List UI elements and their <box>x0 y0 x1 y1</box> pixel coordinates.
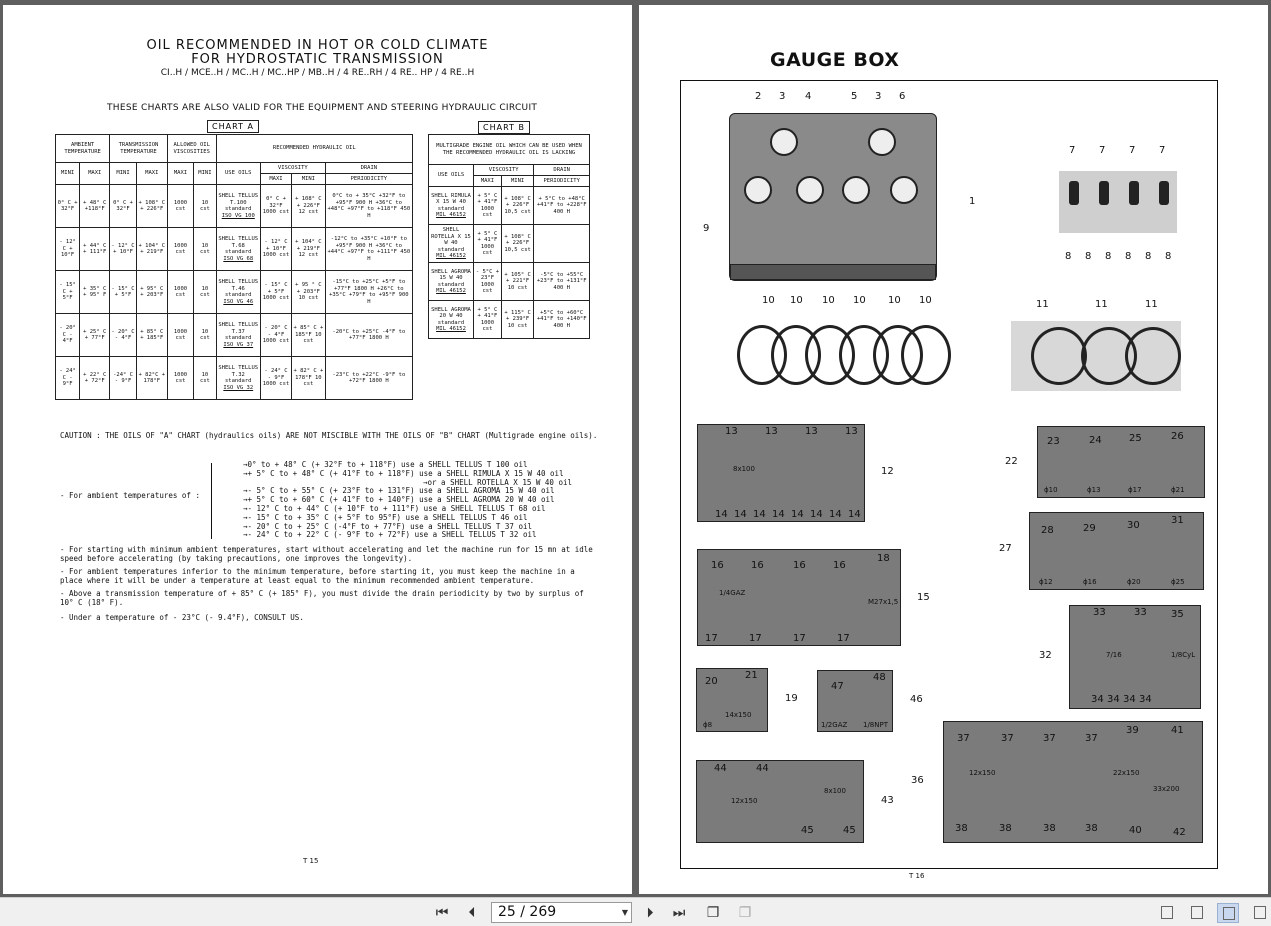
cell: 10 cst <box>194 228 216 271</box>
fitting-icon <box>1099 181 1109 205</box>
callout-25: 25 <box>1129 433 1142 444</box>
callout-37: 37 <box>1085 733 1098 744</box>
hdr-drain: DRAIN <box>325 163 412 174</box>
oil-standard: ISO VG 32 <box>223 384 254 391</box>
cell <box>534 225 590 263</box>
gauge-icon <box>842 176 870 204</box>
previous-page-icon[interactable]: ⏴ <box>468 905 476 921</box>
oil-name: SHELL TELLUS T.32 standard <box>218 365 259 384</box>
cell: + 108° C + 226°F 10,5 cst <box>501 187 533 225</box>
callout-14: 14 <box>715 509 728 520</box>
cell-oil <box>429 263 474 301</box>
dim-phi12: ϕ12 <box>1039 578 1053 586</box>
cell-oil <box>216 271 260 314</box>
page-t16 <box>639 5 1268 894</box>
hdr-viscosity: VISCOSITY <box>260 163 325 174</box>
callout-38: 38 <box>1043 823 1056 834</box>
oil-standard: ISO VG 37 <box>223 341 254 348</box>
hdr-drain: DRAIN <box>534 165 590 176</box>
caution-note: CAUTION : THE OILS OF "A" CHART (hydraulics oils) ARE NOT MISCIBLE WITH THE OILS OF "B" CHART (Multigrade engine oils). <box>60 431 598 440</box>
cell: + 5° C + 41°F 1000 cst <box>474 225 502 263</box>
cell: 10 cst <box>194 271 216 314</box>
callout-30: 30 <box>1127 520 1140 531</box>
chart-b-label: CHART B <box>478 121 530 134</box>
callout-11: 11 <box>1145 299 1158 310</box>
cell: - 15° C + 5°F 1000 cst <box>260 271 291 314</box>
cell: + 5° C + 41°F 1000 cst <box>474 187 502 225</box>
cell: - 12° C + 10°F 1000 cst <box>260 228 291 271</box>
cell: 0°C to + 35°C +32°F to +95°F 900 H +36°C to +48°C +97°F to +118°F 450 H <box>325 185 412 228</box>
hdr-maxi: MAXI <box>80 163 110 185</box>
chart-b-header: MULTIGRADE ENGINE OIL WHICH CAN BE USED WHEN THE RECOMMENDED HYDRAULIC OIL IS LACKING <box>429 135 590 165</box>
callout-17: 17 <box>793 633 806 644</box>
hdr-mini: MINI <box>56 163 80 185</box>
facing-view-icon[interactable] <box>1217 903 1239 923</box>
header-allowed: ALLOWED OIL VISCOSITIES <box>167 135 216 163</box>
callout-37: 37 <box>957 733 970 744</box>
callout-23: 23 <box>1047 436 1060 447</box>
page-number: T 16 <box>909 872 925 880</box>
callout-11: 11 <box>1036 299 1049 310</box>
cell: + 104° C + 219°F 12 cst <box>292 228 326 271</box>
oil-name: SHELL RIMULA X 15 W 40 standard <box>431 192 471 212</box>
cell: + 104° C + 219°F <box>136 228 167 271</box>
chart-a-row <box>56 228 413 271</box>
callout-7: 7 <box>1099 145 1106 156</box>
cell: -15°C to +25°C +5°F to +77°F 1800 H +26°C to +35°C +79°F to +95°F 900 H <box>325 271 412 314</box>
hdr-mini: MINI <box>501 176 533 187</box>
callout-10: 10 <box>853 295 866 306</box>
callout-43: 43 <box>881 795 894 806</box>
chart-a-row <box>56 357 413 400</box>
chart-a-table <box>55 134 413 400</box>
callout-44: 44 <box>714 763 727 774</box>
note-item: - Above a transmission temperature of + 85° C (+ 185° F), you must divide the drain periodicity by two by surplus of 10° C (18° F). <box>60 589 584 607</box>
callout-34: 34 <box>1139 694 1152 705</box>
hdr-maxi: MAXI <box>167 163 193 185</box>
cell: + 95 ° C + 203°F 10 cst <box>292 271 326 314</box>
cell: 1000 cst <box>167 357 193 400</box>
callout-28: 28 <box>1041 525 1054 536</box>
cell: +5°C to +60°C +41°F to +140°F 400 H <box>534 301 590 339</box>
cell: 1000 cst <box>167 271 193 314</box>
hdr-viscosity: VISCOSITY <box>474 165 534 176</box>
page-number: T 15 <box>303 857 319 865</box>
dim-12x150: 12x150 <box>969 769 996 777</box>
cell-oil <box>216 357 260 400</box>
continuous-facing-view-icon[interactable] <box>1249 903 1271 923</box>
kit-12-image <box>697 424 865 522</box>
hose-icon <box>1031 327 1087 385</box>
oil-standard: MIL 46152 <box>436 288 466 294</box>
dim-phi16: ϕ16 <box>1083 578 1097 586</box>
cell-oil <box>216 185 260 228</box>
cell: - 15° C + 5°F <box>56 271 80 314</box>
callout-45: 45 <box>843 825 856 836</box>
callout-34: 34 <box>1107 694 1120 705</box>
callout-42: 42 <box>1173 827 1186 838</box>
dim-phi17: ϕ17 <box>1128 486 1142 494</box>
dim-phi25: ϕ25 <box>1171 578 1185 586</box>
gauge-icon <box>890 176 918 204</box>
hdr-maxi: MAXI <box>260 174 291 185</box>
oil-title-line2: FOR HYDROSTATIC TRANSMISSION <box>191 52 444 67</box>
callout-16: 16 <box>793 560 806 571</box>
fittings-7-image <box>1059 171 1177 233</box>
viewer-toolbar <box>0 897 1271 926</box>
dim-14x150: 14x150 <box>725 711 752 719</box>
cell: + 5° C + 41°F 1000 cst <box>474 301 502 339</box>
callout-47: 47 <box>831 681 844 692</box>
oil-name: SHELL ROTELLA X 15 W 40 standard <box>431 227 471 253</box>
ambient-list <box>243 461 572 540</box>
cell: 1000 cst <box>167 314 193 357</box>
callout-14: 14 <box>734 509 747 520</box>
chevron-down-icon[interactable]: ▼ <box>621 908 628 917</box>
cell: 0° C + 32°F <box>56 185 80 228</box>
continuous-view-icon[interactable] <box>1186 903 1208 923</box>
callout-37: 37 <box>1043 733 1056 744</box>
callout-1: 1 <box>969 196 976 207</box>
oil-standard: ISO VG 46 <box>223 298 254 305</box>
cell: + 5°C to +48°C +41°F to +228°F 400 H <box>534 187 590 225</box>
gauge-icon <box>796 176 824 204</box>
dim-phi13: ϕ13 <box>1087 486 1101 494</box>
callout-17: 17 <box>705 633 718 644</box>
callout-17: 17 <box>837 633 850 644</box>
fitting-icon <box>1159 181 1169 205</box>
cell: + 105° C + 221°F 10 cst <box>501 263 533 301</box>
callout-13: 13 <box>845 426 858 437</box>
validity-note: THESE CHARTS ARE ALSO VALID FOR THE EQUIPMENT AND STEERING HYDRAULIC CIRCUIT <box>107 103 538 113</box>
callout-21: 21 <box>745 670 758 681</box>
hose-icon <box>1125 327 1181 385</box>
cell: -5°C to +55°C +23°F to +131°F 400 H <box>534 263 590 301</box>
callout-39: 39 <box>1126 725 1139 736</box>
cell: 0° C + 32°F <box>110 185 137 228</box>
oil-standard: MIL 46152 <box>436 212 466 218</box>
callout-10: 10 <box>762 295 775 306</box>
callout-40: 40 <box>1129 825 1142 836</box>
cell: + 82° C + 178°F 10 cst <box>292 357 326 400</box>
callout-8: 8 <box>1125 251 1132 262</box>
cell: + 108° C + 226°F 12 cst <box>292 185 326 228</box>
chart-a-row <box>56 271 413 314</box>
cell: - 20° C - 4°F 1000 cst <box>260 314 291 357</box>
facing-view-glyph <box>1223 907 1235 920</box>
cell: 10 cst <box>194 357 216 400</box>
hdr-mini: MINI <box>194 163 216 185</box>
continuous-facing-view-glyph <box>1254 906 1266 919</box>
callout-16: 16 <box>833 560 846 571</box>
callout-14: 14 <box>848 509 861 520</box>
callout-4: 4 <box>805 91 812 102</box>
cell: -12°C to +35°C +10°F to +95°F 900 H +36°C to +44°C +97°F to +111°F 450 H <box>325 228 412 271</box>
callout-8: 8 <box>1165 251 1172 262</box>
callout-33: 33 <box>1093 607 1106 618</box>
ambient-item: → 0° to + 48° C (+ 32°F to + 118°F) use a SHELL TELLUS T 100 oil <box>243 461 572 470</box>
continuous-view-glyph <box>1191 906 1203 919</box>
dim-8x100: 8x100 <box>733 465 755 473</box>
cell: + 44° C + 111°F <box>80 228 110 271</box>
cell: - 12° C + 10°F <box>56 228 80 271</box>
callout-36: 36 <box>911 775 924 786</box>
cell-oil <box>216 228 260 271</box>
gauge-box-title: GAUGE BOX <box>770 49 900 71</box>
hose-icon <box>901 325 951 385</box>
cell-oil <box>429 225 474 263</box>
callout-14: 14 <box>810 509 823 520</box>
callout-7: 7 <box>1129 145 1136 156</box>
oil-title <box>3 39 632 67</box>
gauge-case-image <box>729 113 937 281</box>
hdr-maxi: MAXI <box>136 163 167 185</box>
note-item: - For starting with minimum ambient temperatures, start without accelerating and let the machine run for 15 mn at idle speed before accelerating (by taking precautions, one improves the longevity). <box>60 545 593 563</box>
callout-14: 14 <box>772 509 785 520</box>
ambient-label: - For ambient temperatures of : <box>60 491 200 500</box>
dim-8x100: 8x100 <box>824 787 846 795</box>
cell: + 85° C + 185°F 10 cst <box>292 314 326 357</box>
page-t15 <box>3 5 632 894</box>
dim-7-16: 7/16 <box>1106 651 1122 659</box>
oil-name: SHELL AGROMA 15 W 40 standard <box>431 268 471 288</box>
callout-34: 34 <box>1091 694 1104 705</box>
ambient-item: → - 15° C to + 35° C (+ 5°F to 95°F) use a SHELL TELLUS T 46 oil <box>243 514 572 523</box>
dim-12x150: 12x150 <box>731 797 758 805</box>
callout-16: 16 <box>711 560 724 571</box>
ambient-item: → - 12° C to + 44° C (+ 10°F to + 111°F) use a SHELL TELLUS T 68 oil <box>243 505 572 514</box>
callout-27: 27 <box>999 543 1012 554</box>
cell: + 108° C + 226°F 10,5 cst <box>501 225 533 263</box>
oil-standard: ISO VG 68 <box>223 255 254 262</box>
callout-9: 9 <box>703 223 710 234</box>
oil-standard: ISO VG 100 <box>221 212 255 219</box>
dim-phi21: ϕ21 <box>1171 486 1185 494</box>
callout-45: 45 <box>801 825 814 836</box>
callout-38: 38 <box>955 823 968 834</box>
callout-17: 17 <box>749 633 762 644</box>
cell: 1000 cst <box>167 228 193 271</box>
callout-15: 15 <box>917 592 930 603</box>
cell-oil <box>429 301 474 339</box>
callout-6: 6 <box>899 91 906 102</box>
single-page-view-glyph <box>1161 906 1173 919</box>
chart-a-row <box>56 314 413 357</box>
callout-7: 7 <box>1069 145 1076 156</box>
page-number-value: 25 / 269 <box>498 904 557 920</box>
chart-a-label: CHART A <box>207 120 259 133</box>
oil-name: SHELL TELLUS T.68 standard <box>218 236 259 255</box>
callout-48: 48 <box>873 672 886 683</box>
callout-19: 19 <box>785 693 798 704</box>
callout-38: 38 <box>999 823 1012 834</box>
callout-33: 33 <box>1134 607 1147 618</box>
header-ambient: AMBIENT TEMPERATURE <box>56 135 110 163</box>
hdr-use-oils: USE OILS <box>429 165 474 187</box>
header-transmission: TRANSMISSION TEMPERATURE <box>110 135 168 163</box>
callout-13: 13 <box>725 426 738 437</box>
cell: + 22° C + 72°F <box>80 357 110 400</box>
ambient-brace <box>211 463 241 539</box>
callout-3: 3 <box>779 91 786 102</box>
callout-24: 24 <box>1089 435 1102 446</box>
cell: -23°C to +22°C -9°F to +72°F 1800 H <box>325 357 412 400</box>
cell: - 24° C - 9°F 1000 cst <box>260 357 291 400</box>
cell: - 24° C - 9°F <box>56 357 80 400</box>
oil-standard: MIL 46152 <box>436 253 466 260</box>
callout-10: 10 <box>790 295 803 306</box>
cell-oil <box>429 187 474 225</box>
notes-list <box>60 545 600 626</box>
gauge-icon <box>770 128 798 156</box>
kit-36-image <box>943 721 1203 843</box>
callout-8: 8 <box>1085 251 1092 262</box>
note-item: - Under a temperature of - 23°C (- 9.4°F), CONSULT US. <box>60 613 304 622</box>
next-page-icon[interactable]: ⏵ <box>646 905 654 921</box>
hdr-periodicity: PERIODICITY <box>325 174 412 185</box>
callout-14: 14 <box>791 509 804 520</box>
cell: - 5°C + 23°F 1000 cst <box>474 263 502 301</box>
callout-20: 20 <box>705 676 718 687</box>
fitting-icon <box>1069 181 1079 205</box>
callout-7: 7 <box>1159 145 1166 156</box>
dim-m27: M27x1,5 <box>868 598 899 606</box>
cell: + 35° C + 95° F <box>80 271 110 314</box>
ambient-item: → - 20° C to + 25° C (-4°F to + 77°F) use a SHELL TELLUS T 37 oil <box>243 523 572 532</box>
callout-8: 8 <box>1065 251 1072 262</box>
callout-32: 32 <box>1039 650 1052 661</box>
hdr-use-oils: USE OILS <box>216 163 260 185</box>
cell: + 82°C + 178°F <box>136 357 167 400</box>
cell: - 20° C - 4°F <box>110 314 137 357</box>
callout-12: 12 <box>881 466 894 477</box>
oil-name: SHELL TELLUS T.46 standard <box>218 279 259 298</box>
callout-46: 46 <box>910 694 923 705</box>
ambient-item: → - 24° C to + 22° C (- 9°F to + 72°F) use a SHELL TELLUS T 32 oil <box>243 531 572 540</box>
cell: + 25° C + 77°F <box>80 314 110 357</box>
dim-phi8: ϕ8 <box>703 721 713 729</box>
callout-13: 13 <box>765 426 778 437</box>
callout-10: 10 <box>919 295 932 306</box>
chart-b-row <box>429 187 590 225</box>
dim-1-2gaz: 1/2GAZ <box>821 721 848 729</box>
cell-oil <box>216 314 260 357</box>
callout-22: 22 <box>1005 456 1018 467</box>
callout-26: 26 <box>1171 431 1184 442</box>
oil-name: SHELL TELLUS T.100 standard <box>218 193 259 212</box>
callout-41: 41 <box>1171 725 1184 736</box>
cell: + 48° C +118°F <box>80 185 110 228</box>
model-list: CI..H / MCE..H / MC..H / MC..HP / MB..H / 4 RE..RH / 4 RE.. HP / 4 RE..H <box>160 68 475 78</box>
hdr-mini: MINI <box>110 163 137 185</box>
cell: - 12° C + 10°F <box>110 228 137 271</box>
cell: + 95° C + 203°F <box>136 271 167 314</box>
cell: 1000 cst <box>167 185 193 228</box>
oil-standard: MIL 46152 <box>436 326 466 332</box>
hdr-periodicity: PERIODICITY <box>534 176 590 187</box>
oil-name: SHELL AGROMA 20 W 40 standard <box>431 306 471 326</box>
ambient-item: → + 5° C to + 60° C (+ 41°F to + 140°F) use a SHELL AGROMA 20 W 40 oil <box>243 496 572 505</box>
oil-name: SHELL TELLUS T.37 standard <box>218 322 259 341</box>
cell: + 85° C + 185°F <box>136 314 167 357</box>
callout-3: 3 <box>875 91 882 102</box>
callout-29: 29 <box>1083 523 1096 534</box>
cell: 0° C + 32°F 1000 cst <box>260 185 291 228</box>
gauge-icon <box>744 176 772 204</box>
callout-18: 18 <box>877 553 890 564</box>
callout-35: 35 <box>1171 609 1184 620</box>
ambient-item: → + 5° C to + 48° C (+ 41°F to + 118°F) use a SHELL RIMULA X 15 W 40 oil <box>243 470 572 479</box>
cell: - 20° C - 4°F <box>56 314 80 357</box>
dim-1-8npt: 1/8NPT <box>863 721 888 729</box>
first-page-icon[interactable]: ⏮ <box>435 905 449 921</box>
fit-page-icon[interactable]: ❐ <box>738 905 752 921</box>
dim-33x200: 33x200 <box>1153 785 1180 793</box>
hdr-mini: MINI <box>292 174 326 185</box>
cell: + 115° C + 239°F 10 cst <box>501 301 533 339</box>
parts-frame <box>680 80 1218 869</box>
header-recommended: RECOMMENDED HYDRAULIC OIL <box>216 135 412 163</box>
chart-b-row <box>429 301 590 339</box>
callout-16: 16 <box>751 560 764 571</box>
ambient-item: → or a SHELL ROTELLA X 15 W 40 oil <box>243 479 572 488</box>
dim-22x150: 22x150 <box>1113 769 1140 777</box>
fitting-icon <box>1129 181 1139 205</box>
case-handle <box>730 264 936 280</box>
callout-2: 2 <box>755 91 762 102</box>
dim-1-4gaz: 1/4GAZ <box>719 589 746 597</box>
chart-b-row <box>429 263 590 301</box>
oil-title-line1: OIL RECOMMENDED IN HOT OR COLD CLIMATE <box>146 38 489 53</box>
hdr-maxi: MAXI <box>474 176 502 187</box>
chart-b-row <box>429 225 590 263</box>
callout-11: 11 <box>1095 299 1108 310</box>
rotate-icon[interactable]: ❐ <box>706 905 720 921</box>
note-item: - For ambient temperatures inferior to the minimum temperature, before starting it, you must keep the machine in a place where it will be under a temperature at least equal to the minimum recommended ambient temperature. <box>60 567 575 585</box>
callout-37: 37 <box>1001 733 1014 744</box>
cell: + 108° C + 226°F <box>136 185 167 228</box>
single-page-view-icon[interactable] <box>1156 903 1178 923</box>
chart-b-table <box>428 134 590 339</box>
callout-10: 10 <box>888 295 901 306</box>
callout-31: 31 <box>1171 515 1184 526</box>
chart-a-row <box>56 185 413 228</box>
callout-5: 5 <box>851 91 858 102</box>
callout-14: 14 <box>753 509 766 520</box>
callout-8: 8 <box>1145 251 1152 262</box>
callout-14: 14 <box>829 509 842 520</box>
callout-34: 34 <box>1123 694 1136 705</box>
cell: - 15° C + 5°F <box>110 271 137 314</box>
ambient-item: → - 5° C to + 55° C (+ 23°F to + 131°F) use a SHELL AGROMA 15 W 40 oil <box>243 487 572 496</box>
cell: -24° C - 9°F <box>110 357 137 400</box>
last-page-icon[interactable]: ⏭ <box>672 905 686 921</box>
cell: -20°C to +25°C -4°F to +77°F 1800 H <box>325 314 412 357</box>
cell: 10 cst <box>194 314 216 357</box>
dim-1-8cyl: 1/8CyL <box>1171 651 1196 659</box>
callout-10: 10 <box>822 295 835 306</box>
dim-phi10: ϕ10 <box>1044 486 1058 494</box>
page-number-input[interactable] <box>491 902 632 923</box>
cell: 10 cst <box>194 185 216 228</box>
dim-phi20: ϕ20 <box>1127 578 1141 586</box>
callout-13: 13 <box>805 426 818 437</box>
gauge-icon <box>868 128 896 156</box>
callout-8: 8 <box>1105 251 1112 262</box>
callout-44: 44 <box>756 763 769 774</box>
callout-38: 38 <box>1085 823 1098 834</box>
